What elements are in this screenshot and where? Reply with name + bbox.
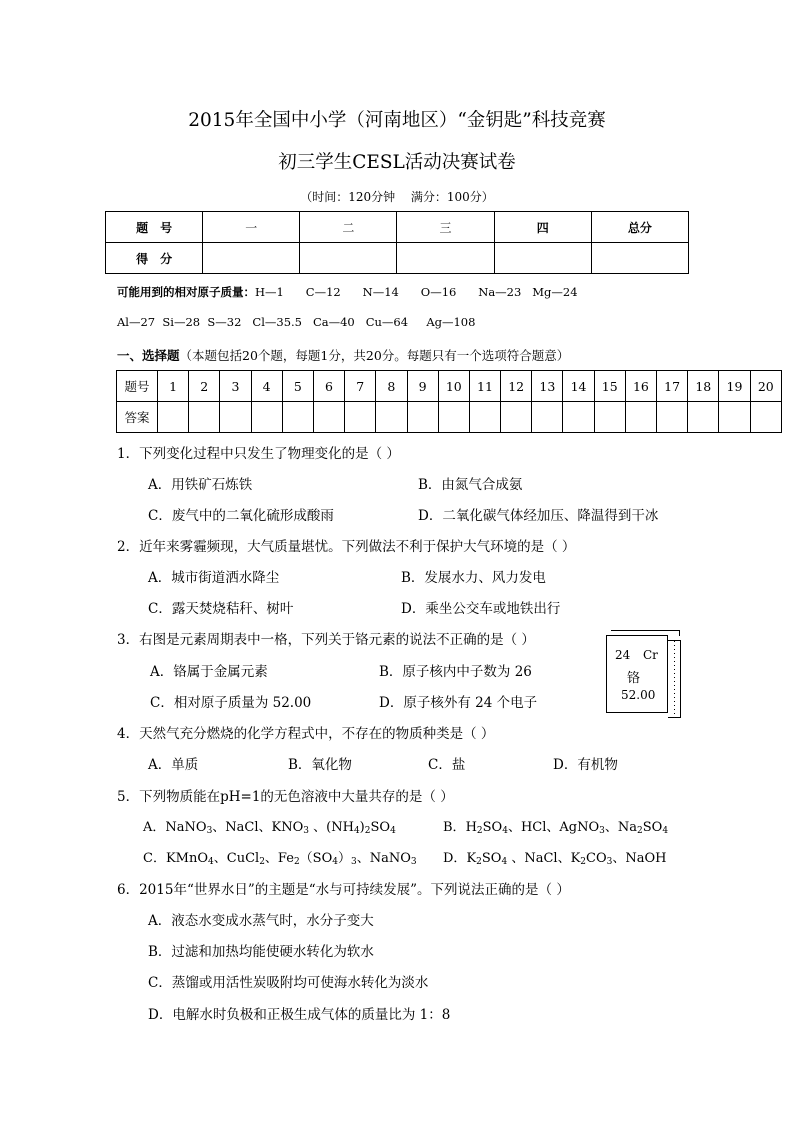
score-cell [300, 243, 397, 274]
cell-atomic-mass: 52.00 [621, 688, 656, 702]
question-number: 4 [251, 371, 282, 402]
score-cell [494, 243, 591, 274]
atomic-masses-line1 [117, 284, 578, 300]
answer-row-label: 答案 [117, 402, 158, 433]
score-cell [591, 243, 688, 274]
score-col: 二 [300, 212, 397, 243]
question-4-option-d: D．有机物 [553, 757, 618, 773]
question-2-option-a: A．城市街道洒水降尘 [148, 570, 280, 586]
atomic-masses-line2: Al—27 Si—28 S—32 Cl—35.5 Ca—40 Cu—64 Ag—108 [117, 315, 476, 329]
question-number: 2 [189, 371, 220, 402]
question-2-option-d: D．乘坐公交车或地铁出行 [401, 601, 561, 617]
question-6-stem: 6．2015年“世界水日”的主题是“水与可持续发展”。下列说法正确的是（ ） [117, 882, 570, 898]
question-6-option-c: C．蒸馏或用活性炭吸附均可使海水转化为淡水 [148, 975, 429, 991]
question-number: 1 [158, 371, 189, 402]
answer-cell [251, 402, 282, 433]
exam-title: 2015年全国中小学（河南地区）“金钥匙”科技竞赛 [188, 110, 606, 131]
question-4-option-a: A．单质 [148, 757, 199, 773]
question-1-option-d: D．二氧化碳气体经加压、降温得到干冰 [418, 508, 659, 524]
question-3-stem: 3．右图是元素周期表中一格，下列关于铬元素的说法不正确的是（ ） [117, 632, 535, 648]
section-heading [117, 346, 569, 364]
answer-cell [501, 402, 532, 433]
question-number: 9 [407, 371, 438, 402]
atomic-masses-label: 可能用到的相对原子质量： [117, 285, 255, 299]
question-1-option-c: C．废气中的二氧化硫形成酸雨 [148, 508, 334, 524]
cell-atomic-number: 24 [615, 648, 631, 662]
question-1-stem: 1．下列变化过程中只发生了物理变化的是（ ） [117, 446, 400, 462]
question-6-option-b: B．过滤和加热均能使硬水转化为软水 [148, 944, 374, 960]
question-5-stem: 5．下列物质能在pH=1的无色溶液中大量共存的是（ ） [117, 789, 454, 805]
question-3-option-a: A．铬属于金属元素 [150, 664, 268, 680]
question-5-option-b: B．$H_2SO_4$、HCl、AgNO$_3$、$Na_2SO_4$ [443, 820, 669, 836]
question-number: 5 [282, 371, 313, 402]
score-cell [397, 243, 494, 274]
periodic-table-cell [606, 635, 668, 713]
score-cell [203, 243, 300, 274]
question-2-option-c: C．露天焚烧秸秆、树叶 [148, 601, 294, 617]
answer-cell [719, 402, 750, 433]
answer-cell [376, 402, 407, 433]
answer-cell [438, 402, 469, 433]
option-prefix: D． [443, 851, 467, 866]
atomic-masses-values: H—1 C—12 N—14 O—16 Na—23 Mg—24 [255, 285, 578, 299]
score-table-value-row [106, 243, 689, 274]
exam-subtitle: 初三学生CESL活动决赛试卷 [278, 152, 516, 173]
question-number: 13 [532, 371, 563, 402]
answer-cell [657, 402, 688, 433]
option-prefix: C． [143, 851, 166, 866]
score-col: 总分 [591, 212, 688, 243]
answer-cell [625, 402, 656, 433]
question-4-option-b: B．氧化物 [288, 757, 352, 773]
score-row-label: 题 号 [106, 212, 203, 243]
question-3-option-b: B．原子核内中子数为 26 [379, 664, 532, 680]
option-prefix: A． [143, 820, 166, 835]
question-number: 7 [345, 371, 376, 402]
question-number: 19 [719, 371, 750, 402]
question-number: 12 [501, 371, 532, 402]
score-table-header-row [106, 212, 689, 243]
question-6-option-d: D．电解水时负极和正极生成气体的质量比为 1：8 [148, 1007, 451, 1023]
answer-table [116, 370, 782, 433]
question-number: 11 [469, 371, 500, 402]
answer-cell [594, 402, 625, 433]
cell-symbol: Cr [643, 648, 658, 662]
question-number: 18 [688, 371, 719, 402]
score-col: 四 [494, 212, 591, 243]
question-1-option-a: A．用铁矿石炼铁 [148, 477, 253, 493]
section-title: 一、选择题 [117, 348, 180, 363]
answer-table-answer-row [117, 402, 782, 433]
answer-cell [750, 402, 781, 433]
question-number: 3 [220, 371, 251, 402]
question-2-option-b: B．发展水力、风力发电 [401, 570, 546, 586]
cell-top-edge [611, 630, 680, 636]
answer-cell [158, 402, 189, 433]
question-number: 8 [376, 371, 407, 402]
answer-cell [313, 402, 344, 433]
answer-cell [532, 402, 563, 433]
question-number: 14 [563, 371, 594, 402]
answer-cell [189, 402, 220, 433]
score-col: 三 [397, 212, 494, 243]
question-number: 17 [657, 371, 688, 402]
question-3-option-c: C．相对原子质量为 52.00 [150, 695, 312, 711]
answer-cell [469, 402, 500, 433]
question-4-option-c: C．盐 [428, 757, 466, 773]
question-4-stem: 4．天然气充分燃烧的化学方程式中，不存在的物质种类是（ ） [117, 726, 495, 742]
answer-cell [220, 402, 251, 433]
section-note: （本题包括20个题，每题1分，共20分。每题只有一个选项符合题意） [179, 348, 570, 363]
question-2-stem: 2．近年来雾霾频现，大气质量堪忧。下列做法不利于保护大气环境的是（ ） [117, 539, 576, 555]
answer-cell [688, 402, 719, 433]
cell-side-edge [668, 640, 681, 718]
answer-row-label: 题号 [117, 371, 158, 402]
question-number: 10 [438, 371, 469, 402]
time-info: （时间：120分钟 满分：100分） [300, 190, 494, 204]
question-1-option-b: B．由氮气合成氨 [418, 477, 523, 493]
question-number: 15 [594, 371, 625, 402]
score-col: 一 [203, 212, 300, 243]
question-6-option-a: A．液态水变成水蒸气时，水分子变大 [148, 913, 374, 929]
question-5-option-d: D．$K_2SO_4$ 、NaCl、$K_2CO_3$、NaOH [443, 851, 667, 867]
question-number: 16 [625, 371, 656, 402]
score-row-label: 得 分 [106, 243, 203, 274]
question-5-option-c: C．KMnO$_4$、CuCl$_2$、$Fe_2(SO_4)_3$、NaNO$_3$ [143, 851, 417, 867]
answer-cell [345, 402, 376, 433]
answer-table-number-row [117, 371, 782, 402]
score-table [105, 211, 689, 274]
question-3-option-d: D．原子核外有 24 个电子 [379, 695, 538, 711]
answer-cell [282, 402, 313, 433]
option-prefix: B． [443, 820, 466, 835]
cell-element-name: 铬 [627, 671, 641, 686]
question-number: 6 [313, 371, 344, 402]
answer-cell [407, 402, 438, 433]
question-number: 20 [750, 371, 781, 402]
question-5-option-a: A．NaNO$_3$、NaCl、$KNO_3$ 、$(NH_4)_2SO_4$ [143, 820, 396, 836]
answer-cell [563, 402, 594, 433]
